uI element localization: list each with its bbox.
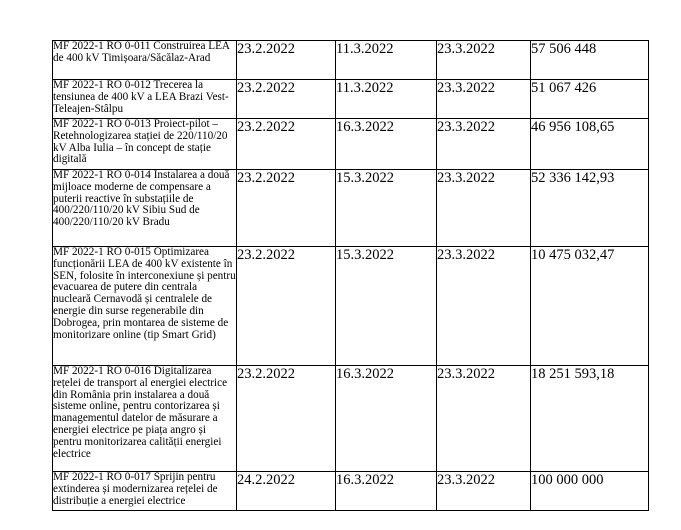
table-row	[53, 80, 649, 119]
date-1: 23.2.2022	[237, 366, 336, 472]
project-description: MF 2022-1 RO 0-014 Instalarea a două mijloace moderne de compensare a puterii reactive în substațiile de 400/220/110/20 kV Sibiu Sud de 400/220/110/20 kV Bradu	[53, 170, 237, 247]
date-3: 23.3.2022	[437, 472, 531, 511]
date-1: 23.2.2022	[237, 119, 336, 170]
table-row	[53, 41, 649, 80]
project-description: MF 2022-1 RO 0-016 Digitalizarea rețelei de transport al energiei electrice din România prin instalarea a două sisteme online, pentru contorizarea și managementul datelor de măsurare a energiei electrice pe piața angro și pentru monitorizarea calității energiei electrice	[53, 366, 237, 472]
table-row	[53, 247, 649, 366]
amount: 52 336 142,93	[531, 170, 649, 247]
date-1: 23.2.2022	[237, 170, 336, 247]
date-2: 16.3.2022	[336, 366, 437, 472]
date-2: 15.3.2022	[336, 247, 437, 366]
amount: 51 067 426	[531, 80, 649, 119]
project-description: MF 2022-1 RO 0-013 Proiect-pilot – Retehnologizarea stației de 220/110/20 kV Alba Iulia – în concept de stație digitală	[53, 119, 237, 170]
amount: 57 506 448	[531, 41, 649, 80]
date-2: 11.3.2022	[336, 41, 437, 80]
table-row	[53, 472, 649, 511]
table-row	[53, 366, 649, 472]
amount: 18 251 593,18	[531, 366, 649, 472]
date-3: 23.3.2022	[437, 119, 531, 170]
date-1: 24.2.2022	[237, 472, 336, 511]
date-3: 23.3.2022	[437, 41, 531, 80]
project-description: MF 2022-1 RO 0-012 Trecerea la tensiunea de 400 kV a LEA Brazi Vest-Teleajen-Stâlpu	[53, 80, 237, 119]
date-1: 23.2.2022	[237, 247, 336, 366]
table-row	[53, 170, 649, 247]
date-3: 23.3.2022	[437, 247, 531, 366]
date-1: 23.2.2022	[237, 80, 336, 119]
date-2: 11.3.2022	[336, 80, 437, 119]
date-2: 15.3.2022	[336, 170, 437, 247]
amount: 10 475 032,47	[531, 247, 649, 366]
table-row	[53, 119, 649, 170]
date-3: 23.3.2022	[437, 366, 531, 472]
date-2: 16.3.2022	[336, 472, 437, 511]
amount: 100 000 000	[531, 472, 649, 511]
date-3: 23.3.2022	[437, 170, 531, 247]
project-description: MF 2022-1 RO 0-015 Optimizarea funcționării LEA de 400 kV existente în SEN, folosite în interconexiune și pentru evacuarea de putere din centrala nucleară Cernavodă și centralele de energie din surse regenerabile din Dobrogea, prin montarea de sisteme de monitorizare online (tip Smart Grid)	[53, 247, 237, 366]
project-description: MF 2022-1 RO 0-017 Sprijin pentru extinderea și modernizarea rețelei de distribuție a energiei electrice	[53, 472, 237, 511]
project-description: MF 2022-1 RO 0-011 Construirea LEA de 400 kV Timișoara/Săcălaz-Arad	[53, 41, 237, 80]
amount: 46 956 108,65	[531, 119, 649, 170]
date-1: 23.2.2022	[237, 41, 336, 80]
date-2: 16.3.2022	[336, 119, 437, 170]
date-3: 23.3.2022	[437, 80, 531, 119]
contracts-table	[52, 40, 649, 511]
